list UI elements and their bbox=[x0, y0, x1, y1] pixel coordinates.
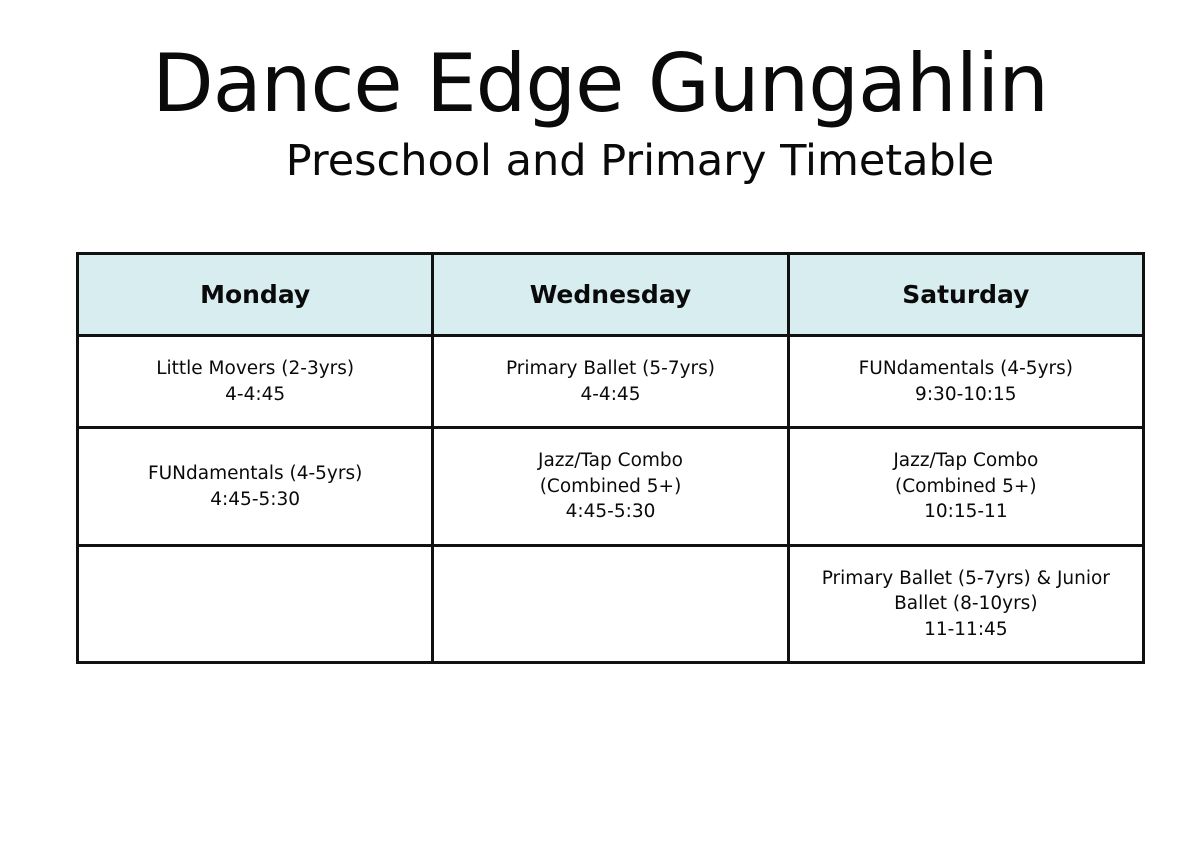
class-time: 4-4:45 bbox=[580, 383, 641, 405]
empty-cell-monday bbox=[78, 546, 433, 663]
class-name: FUNdamentals (4-5yrs) bbox=[858, 358, 1073, 379]
class-cell-monday bbox=[78, 428, 433, 546]
day-header-wednesday: Wednesday bbox=[433, 254, 788, 336]
page-title: Dance Edge Gungahlin bbox=[152, 37, 1048, 130]
day-header-monday: Monday bbox=[78, 254, 433, 336]
class-name: FUNdamentals (4-5yrs) bbox=[148, 463, 363, 484]
class-cell-wednesday bbox=[433, 336, 788, 428]
class-cell-wednesday bbox=[433, 428, 788, 546]
class-time: 4:45-5:30 bbox=[565, 501, 656, 523]
class-name: Primary Ballet (5-7yrs) bbox=[505, 358, 716, 379]
class-cell-saturday bbox=[788, 428, 1143, 546]
class-time: 4-4:45 bbox=[225, 383, 286, 405]
class-time: 4:45-5:30 bbox=[210, 488, 301, 510]
timetable-header-row bbox=[78, 254, 1144, 336]
table-row bbox=[78, 336, 1144, 428]
class-name: Jazz/Tap Combo bbox=[538, 450, 683, 472]
class-cell-saturday bbox=[788, 546, 1143, 663]
class-note: (Combined 5+) bbox=[895, 475, 1037, 497]
timetable bbox=[76, 252, 1145, 664]
class-time: 9:30-10:15 bbox=[915, 383, 1017, 405]
table-row bbox=[78, 546, 1144, 663]
class-time: 10:15-11 bbox=[924, 501, 1008, 523]
class-cell-saturday bbox=[788, 336, 1143, 428]
day-header-saturday: Saturday bbox=[788, 254, 1143, 336]
empty-cell-wednesday bbox=[433, 546, 788, 663]
class-name-continued: Ballet (8-10yrs) bbox=[894, 593, 1038, 615]
class-name: Jazz/Tap Combo bbox=[893, 450, 1039, 472]
class-name: Little Movers (2-3yrs) bbox=[156, 358, 355, 379]
page-subtitle: Preschool and Primary Timetable bbox=[285, 136, 995, 186]
table-row bbox=[78, 428, 1144, 546]
class-note: (Combined 5+) bbox=[539, 475, 682, 497]
class-cell-monday bbox=[78, 336, 433, 428]
class-name: Primary Ballet (5-7yrs) & Junior bbox=[821, 567, 1110, 589]
class-time: 11-11:45 bbox=[924, 618, 1008, 640]
